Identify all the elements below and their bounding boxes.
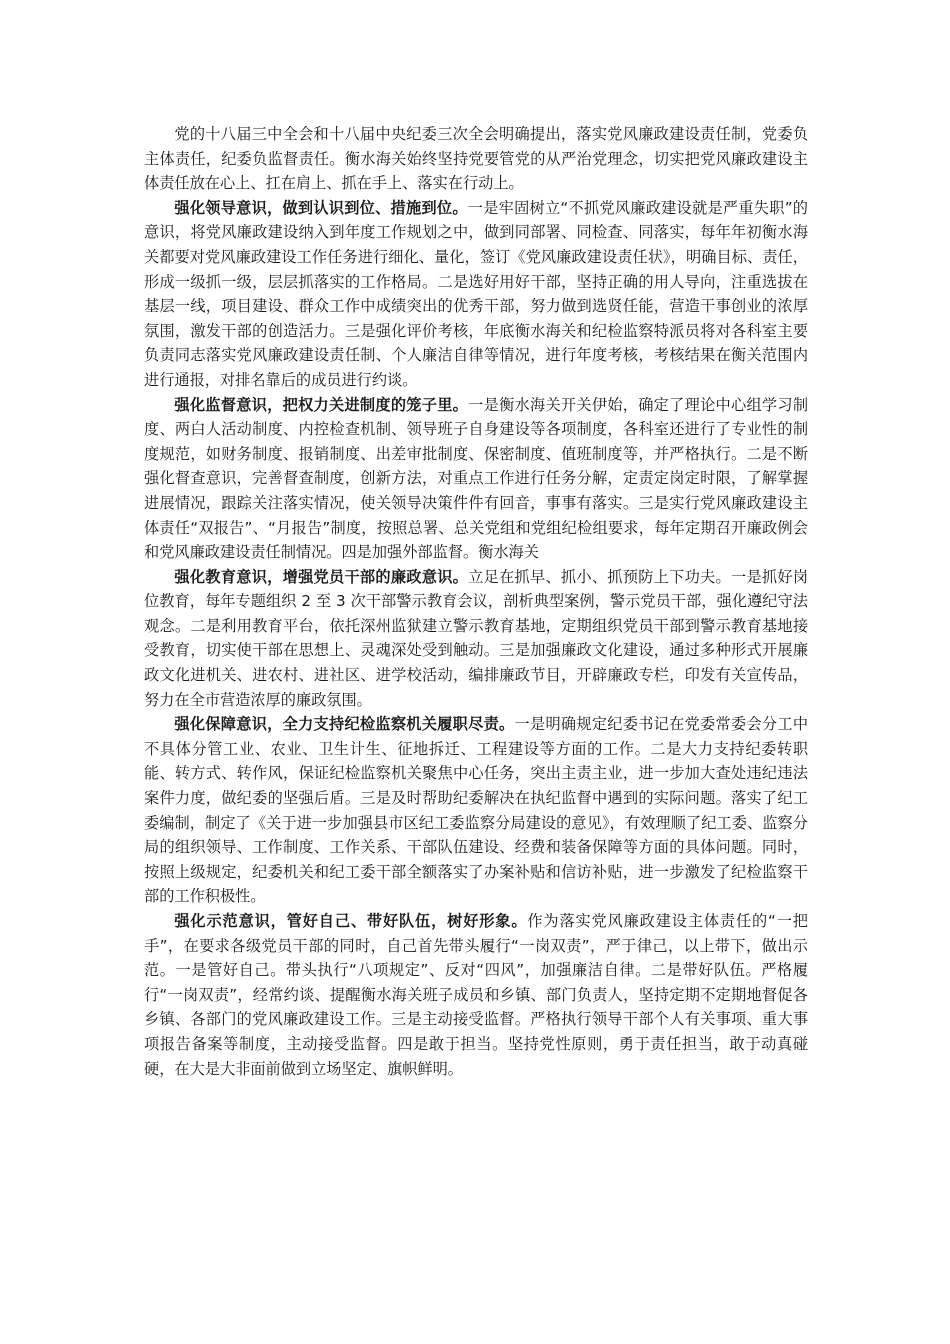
paragraph-text: 一是衡水海关开关伊始，确定了理论中心组学习制度、两白人活动制度、内控检查机制、领导班子自身建设等各项制度，各科室还进行了专业性的制度规范，如财务制度、报销制度、出差审批制度、保密制度、值班制度等，并严格执行。二是不断强化督查意识，完善督查制度，创新方法，对重点工作进行任务分解，定责定岗定时限，了解掌握进展情况，跟踪关注落实情况，使关领导决策件件有回音，事事有落实。三是实行党风廉政建设主体责任“双报告”、“月报告”制度，按照总署、总关党组和党组纪检组要求，每年定期召开廉政例会和党风廉政建设责任制情况。四是加强外部监督。衡水海关 bbox=[144, 395, 809, 562]
paragraph-lead: 强化示范意识，管好自己、带好队伍，树好形象。 bbox=[174, 912, 528, 930]
paragraph-text: 一是牢固树立“不抓党风廉政建设就是严重失职”的意识，将党风廉政建设纳入到年度工作规划之中，做到同部署、同检查、同落实，每年年初衡水海关都要对党风廉政建设工作任务进行细化、量化，签订《党风廉政建设责任状》，明确目标、责任，形成一级抓一级，层层抓落实的工作格局。二是选好用好干部，坚持正确的用人导向，注重选拔在基层一线，项目建设、群众工作中成绩突出的优秀干部，努力做到选贤任能，营造干事创业的浓厚氛围，激发干部的创造活力。三是强化评价考核，年底衡水海关和纪检监察特派员将对各科室主要负责同志落实党风廉政建设责任制、个人廉洁自律等情况，进行年度考核，考核结果在衡关范围内进行通报，对排名靠后的成员进行约谈。 bbox=[144, 198, 808, 389]
paragraph-leadership bbox=[144, 196, 808, 393]
paragraph-lead: 强化教育意识，增强党员干部的廉政意识。 bbox=[174, 567, 469, 586]
paragraph-education bbox=[144, 565, 808, 713]
paragraph-example bbox=[144, 909, 808, 1081]
document-body bbox=[144, 122, 808, 1081]
paragraph-support bbox=[144, 712, 808, 909]
paragraph-supervision bbox=[144, 393, 808, 565]
paragraph-text: 立足在抓早、抓小、抓预防上下功夫。一是抓好岗位教育，每年专题组织 2 至 3 次干部警示教育会议，剖析典型案例，警示党员干部，强化遵纪守法观念。二是利用教育平台，依托深州监狱建立警示教育基地，定期组织党员干部到警示教育基地接受教育，切实使干部在思想上、灵魂深处受到触动。三是加强廉政文化建设，通过多种形式开展廉政文化进机关、进农村、进社区、进学校活动，编排廉政节目，开辟廉政专栏，印发有关宣传品，努力在全市营造浓厚的廉政氛围。 bbox=[144, 567, 809, 709]
paragraph-text: 党的十八届三中全会和十八届中央纪委三次全会明确提出，落实党风廉政建设责任制，党委负主体责任，纪委负监督责任。衡水海关始终坚持党要管党的从严治党理念，切实把党风廉政建设主体责任放在心上、扛在肩上、抓在手上、落实在行动上。 bbox=[144, 125, 808, 193]
paragraph-lead: 强化监督意识，把权力关进制度的笼子里。 bbox=[174, 395, 469, 414]
paragraph-lead: 强化保障意识，全力支持纪检监察机关履职尽责。 bbox=[174, 715, 515, 734]
paragraph-text: 一是明确规定纪委书记在党委常委会分工中不具体分管工业、农业、卫生计生、征地拆迁、工程建设等方面的工作。二是大力支持纪委转职能、转方式、转作风，保证纪检监察机关聚焦中心任务，突出主责主业，进一步加大查处违纪违法案件力度，做纪委的坚强后盾。三是及时帮助纪委解决在执纪监督中遇到的实际问题。落实了纪工委编制，制定了《关于进一步加强县市区纪工委监察分局建设的意见》，有效理顺了纪工委、监察分局的组织领导、工作制度、工作关系、干部队伍建设、经费和装备保障等方面的具体问题。同时，按照上级规定，纪委机关和纪工委干部全额落实了办案补贴和信访补贴，进一步激发了纪检监察干部的工作积极性。 bbox=[144, 715, 809, 906]
paragraph-lead: 强化领导意识，做到认识到位、措施到位。 bbox=[174, 198, 468, 217]
paragraph-intro bbox=[144, 122, 808, 196]
paragraph-text: 作为落实党风廉政建设主体责任的“一把手”，在要求各级党员干部的同时，自己首先带头履行“一岗双责”，严于律己，以上带下，做出示范。一是管好自己。带头执行“八项规定”、反对“四风”，加强廉洁自律。二是带好队伍。严格履行“一岗双责”，经常约谈、提醒衡水海关班子成员和乡镇、部门负责人，坚持定期不定期地督促各乡镇、各部门的党风廉政建设工作。三是主动接受监督。严格执行领导干部个人有关事项、重大事项报告备案等制度，主动接受监督。四是敢于担当。坚持党性原则，勇于责任担当，敢于动真碰硬，在大是大非面前做到立场坚定、旗帜鲜明。 bbox=[144, 912, 808, 1078]
